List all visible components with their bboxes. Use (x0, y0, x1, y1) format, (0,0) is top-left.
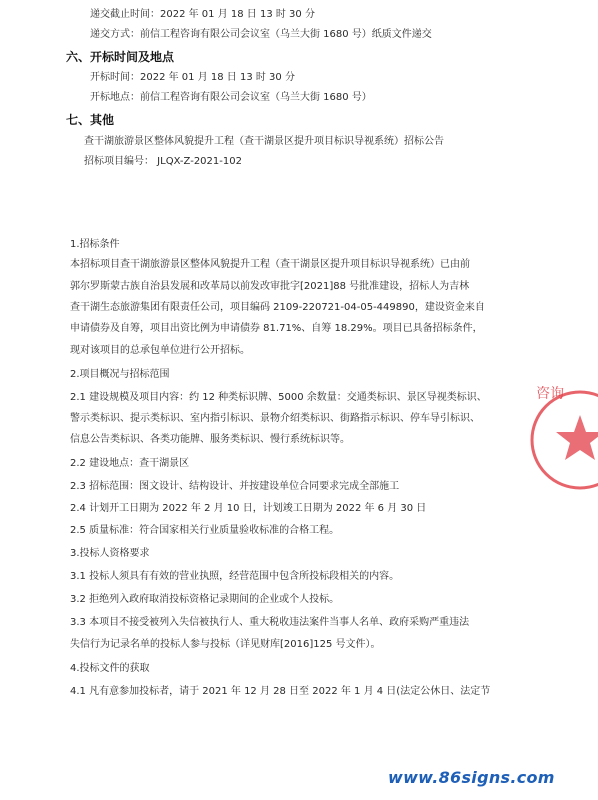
submission-deadline: 递交截止时间：2022 年 01 月 18 日 13 时 30 分 (90, 9, 315, 20)
opening-time: 开标时间：2022 年 01 月 18 日 13 时 30 分 (90, 72, 295, 83)
body-line: 失信行为记录名单的投标人参与投标（详见财库[2016]125 号文件）。 (70, 639, 381, 650)
body-line: 警示类标识、提示类标识、室内指引标识、景物介绍类标识、街路指示标识、停车导引标识、 (70, 413, 480, 424)
body-line: 2.5 质量标准：符合国家相关行业质量验收标准的合格工程。 (70, 525, 340, 536)
body-line: 1.招标条件 (70, 239, 120, 250)
body-line: 郭尔罗斯蒙古族自治县发展和改革局以前发改审批字[2021]88 号批准建设，招标人为吉林 (70, 281, 470, 292)
body-line: 4.1 凡有意参加投标者，请于 2021 年 12 月 28 日至 2022 年 1 月 4 日(法定公休日、法定节 (70, 686, 491, 697)
body-line: 2.3 招标范围：图文设计、结构设计、并按建设单位合同要求完成全部施工 (70, 481, 400, 492)
body-line: 3.1 投标人须具有有效的营业执照，经营范围中包含所投标段相关的内容。 (70, 571, 400, 582)
body-line: 本招标项目查干湖旅游景区整体风貌提升工程（查干湖景区提升项目标识导视系统）已由前 (70, 259, 470, 270)
body-line: 申请债券及自筹，项目出资比例为申请债券 81.71%、自筹 18.29%。项目已具备招标条件， (70, 323, 483, 334)
body-line: 现对该项目的总承包单位进行公开招标。 (70, 345, 250, 356)
body-line: 3.2 拒绝列入政府取消投标资格记录期间的企业或个人投标。 (70, 594, 340, 605)
other-heading: 七、其他 (66, 113, 115, 127)
project-title: 查干湖旅游景区整体风貌提升工程（查干湖景区提升项目标识导视系统）招标公告 (84, 136, 444, 147)
opening-heading: 六、开标时间及地点 (66, 50, 175, 64)
body-line: 3.3 本项目不接受被列入失信被执行人、重大税收违法案件当事人名单、政府采购严重违法 (70, 617, 470, 628)
body-line: 2.项目概况与招标范围 (70, 369, 170, 380)
seal-stamp-icon (528, 370, 598, 530)
body-line: 3.投标人资格要求 (70, 548, 150, 559)
body-line: 查干湖生态旅游集团有限责任公司，项目编码 2109-220721-04-05-449890，建设资金来自 (70, 302, 485, 313)
body-line: 信息公告类标识、各类功能牌、服务类标识、慢行系统标识等。 (70, 434, 350, 445)
body-line: 2.4 计划开工日期为 2022 年 2 月 10 日，计划竣工日期为 2022 年 6 月 30 日 (70, 503, 427, 514)
body-line: 2.2 建设地点：查干湖景区 (70, 458, 190, 469)
body-line: 4.投标文件的获取 (70, 663, 150, 674)
site-watermark: www.86signs.com (388, 768, 555, 787)
stamp-text: 咨询 (536, 386, 564, 402)
opening-place: 开标地点：前信工程咨询有限公司会议室（乌兰大街 1680 号） (90, 92, 372, 103)
project-number: 招标项目编号： JLQX-Z-2021-102 (84, 156, 242, 167)
submission-method: 递交方式：前信工程咨询有限公司会议室（乌兰大街 1680 号）纸质文件递交 (90, 29, 432, 40)
body-line: 2.1 建设规模及项目内容：约 12 种类标识牌、5000 余数量：交通类标识、景区导视类标识、 (70, 392, 487, 403)
